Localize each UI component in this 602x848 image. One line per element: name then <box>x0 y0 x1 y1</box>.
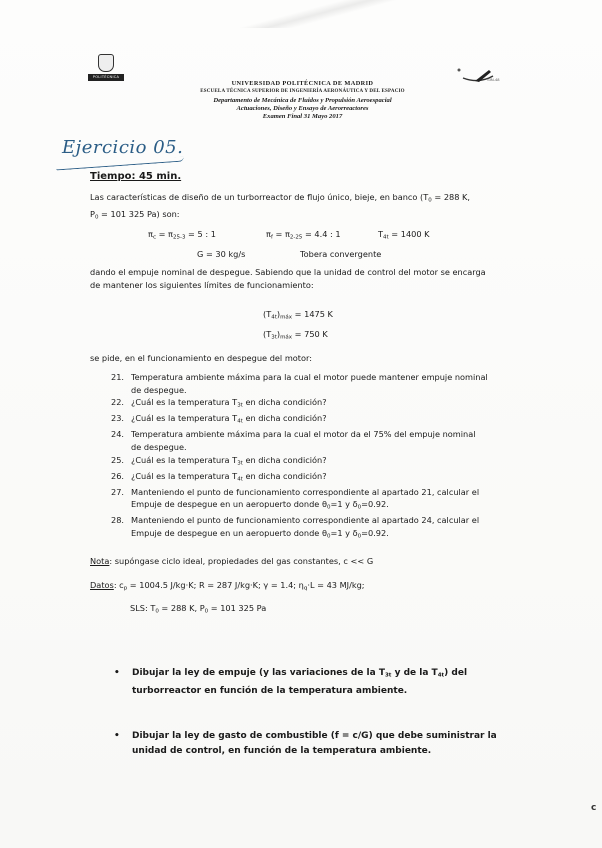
item-text-b: en dicha condición? <box>242 397 327 408</box>
sls-a: SLS: T <box>130 603 156 613</box>
intro-line-2 <box>90 208 530 225</box>
task-bullet <box>112 666 522 699</box>
item-text-c: =1 y δ <box>330 528 358 539</box>
item-text-b: Empuje de despegue en un aeropuerto donde θ <box>131 499 327 510</box>
item-text-b: en dicha condición? <box>242 470 327 481</box>
item-num: 25. <box>111 454 125 465</box>
list-item <box>111 486 516 515</box>
item-text-b: de despegue. <box>131 384 187 395</box>
bullet-dot: • <box>114 668 120 678</box>
time-label: Tiempo: 45 min. <box>90 171 182 182</box>
pi-c-sub2: 25-3 <box>172 234 186 241</box>
handwritten-text: Ejercicio 05. <box>62 137 184 158</box>
school-name: ESCUELA TÉCNICA SUPERIOR DE INGENIERÍA AERONÁUTICA Y DEL ESPACIO <box>200 89 405 95</box>
bullet-text-a: Dibujar la ley de empuje (y las variaciones de la T <box>132 668 385 678</box>
eta-b: ·L = 43 MJ/kg; <box>307 580 365 590</box>
list-item <box>111 454 516 470</box>
intro-c: P <box>90 208 95 219</box>
control-b: de mantener los siguientes límites de funcionamiento: <box>90 280 314 290</box>
item-text: ¿Cuál es la temperatura T <box>131 454 238 465</box>
edge-mark: c <box>591 803 597 813</box>
list-item <box>111 412 516 428</box>
bullet-text-d: unidad de control, en función de la temperatura ambiente. <box>132 745 432 756</box>
pi-f-sub2: 2-25 <box>289 234 303 241</box>
item-text: ¿Cuál es la temperatura T <box>131 413 238 424</box>
control-paragraph <box>90 266 530 292</box>
upm-logo <box>88 54 124 81</box>
t4t-eq <box>378 229 430 241</box>
list-item <box>111 396 516 412</box>
limit-t4t: $(T_{4t})_{máx} = 1475$ K <box>263 309 333 321</box>
note-text: : supóngase ciclo ideal, propiedades del gas constantes, c << G <box>109 556 374 566</box>
intro-a: Las características de diseño de un turborreactor de flujo único, bieje, en banco (T <box>90 192 429 202</box>
list-item <box>111 470 516 486</box>
item-sub: 3t <box>237 402 243 409</box>
pi-c-sub: c <box>152 234 156 241</box>
mass-flow: G = 30 kg/s <box>197 249 246 259</box>
sls-c: = 101 325 Pa <box>208 603 267 613</box>
bullet-dot: • <box>114 730 120 741</box>
cp-b: = 1004.5 J/kg·K; R = 287 J/kg·K; γ = 1.4; η <box>127 580 304 590</box>
pi-f-mid: = π <box>272 229 290 239</box>
sls-sub: 0 <box>155 608 159 615</box>
bullet-text-b: y de la T <box>391 668 438 678</box>
tasks <box>112 666 522 759</box>
lim1-sub: 4t <box>271 314 277 321</box>
item-sub: 0 <box>326 533 331 540</box>
crest-icon <box>98 54 114 72</box>
datos-label: Datos <box>90 580 114 590</box>
item-text: Manteniendo el punto de funcionamiento correspondiente al apartado 24, calcular el <box>131 515 480 526</box>
lim1-b: = 1475 K <box>292 309 333 319</box>
eta-sub: q <box>303 585 308 592</box>
control-a: dando el empuje nominal de despegue. Sabiendo que la unidad de control del motor se encarga <box>90 267 486 277</box>
sub-0b: 0 <box>94 214 99 220</box>
item-num: 27. <box>111 486 125 497</box>
item-num: 24. <box>111 429 125 440</box>
cp-a: : c <box>113 580 124 590</box>
pi-f: π <box>266 229 271 239</box>
t4t-sub: 4t <box>383 234 389 241</box>
sls-b: = 288 K, P <box>158 603 205 613</box>
course-name: Actuaciones, Diseño y Ensayo de Aerorreactores <box>236 104 369 112</box>
lim2-a: (T <box>263 329 272 339</box>
bullet-text-c: ) del <box>444 668 468 678</box>
item-text-b: en dicha condición? <box>242 454 327 465</box>
ask-line: se pide, en el funcionamiento en despegue del motor: <box>90 353 312 363</box>
item-text-b: en dicha condición? <box>242 413 327 424</box>
department-name: Departamento de Mecánica de Fluidos y Propulsión Aeroespacial <box>213 96 392 104</box>
item-text-c: =1 y δ <box>330 499 358 510</box>
lim2-sub2: máx <box>280 334 293 341</box>
nozzle-type: Tobera convergente <box>300 249 382 259</box>
item-sub: 4t <box>237 418 243 425</box>
university-name: UNIVERSIDAD POLITÉCNICA DE MADRID <box>231 80 374 87</box>
item-num: 21. <box>111 372 125 382</box>
item-text: Manteniendo el punto de funcionamiento correspondiente al apartado 21, calcular el <box>131 486 480 497</box>
bullet-text-d: turborreactor en función de la temperatura ambiente. <box>132 685 408 696</box>
pi-c-mid: = π <box>155 229 173 239</box>
task-bullet <box>112 729 522 759</box>
item-text-d: =0.92. <box>361 528 389 539</box>
lim2-sub: 3t <box>271 334 277 341</box>
item-sub-2: 0 <box>357 504 362 511</box>
note-label: Nota <box>90 556 110 566</box>
list-item <box>111 371 516 396</box>
t4t-val: = 1400 K <box>388 229 430 239</box>
sls-line <box>130 603 266 615</box>
item-text: Temperatura ambiente máxima para la cual el motor puede mantener empuje nominal <box>131 372 488 382</box>
lim1-a: (T <box>263 309 272 319</box>
item-sub: 0 <box>326 504 331 511</box>
list-item <box>111 514 516 543</box>
intro-b: = 288 K, <box>431 192 471 202</box>
intro-line <box>90 191 530 208</box>
intro-d: = 101 325 Pa) son: <box>98 208 180 219</box>
t4t: T <box>378 229 384 239</box>
corner-code: SIN-48 <box>487 77 500 82</box>
logo-bar-text: POLITÉCNICA <box>88 74 124 81</box>
pi-f-val: = 4.4 : 1 <box>302 229 341 239</box>
sls-sub-2: 0 <box>204 608 209 615</box>
pi-c-eq <box>148 229 216 241</box>
item-sub-2: 0 <box>357 533 362 540</box>
list-item <box>111 428 516 453</box>
item-num: 28. <box>111 515 125 526</box>
handwritten-underline <box>56 157 184 171</box>
statement-intro <box>90 191 530 224</box>
pi-c: π <box>148 229 153 239</box>
item-sub: 3t <box>237 460 243 467</box>
cp-sub: p <box>123 585 128 592</box>
item-text: Temperatura ambiente máxima para la cual el motor da el 75% del empuje nominal <box>131 429 476 440</box>
exam-header <box>160 80 445 121</box>
item-text-b: de despegue. <box>131 441 187 452</box>
pi-c-val: = 5 : 1 <box>185 229 216 239</box>
item-text: ¿Cuál es la temperatura T <box>131 397 238 408</box>
limit-t3t: $(T_{3t})_{máx} = 750$ K <box>263 329 328 341</box>
sub-0: 0 <box>428 197 432 204</box>
pi-f-sub: f <box>270 234 273 241</box>
lim2-b: = 750 K <box>292 329 328 339</box>
item-num: 23. <box>111 413 125 424</box>
handwritten-title <box>56 135 206 175</box>
lim1-sub2: máx <box>280 314 293 321</box>
data-line <box>90 580 365 592</box>
bullet-sub-1: 3t <box>384 672 392 679</box>
item-num: 26. <box>111 470 125 481</box>
item-text: ¿Cuál es la temperatura T <box>131 470 238 481</box>
pi-f-eq <box>266 229 341 241</box>
aircraft-logo-icon <box>453 64 509 90</box>
question-list <box>111 371 516 543</box>
bullet-text-a: Dibujar la ley de gasto de combustible (f = c/G) que debe suministrar la <box>132 730 497 741</box>
item-sub: 4t <box>237 476 243 483</box>
exam-date: Examen Final 31 Mayo 2017 <box>262 113 343 121</box>
item-num: 22. <box>111 397 125 408</box>
item-text-d: =0.92. <box>361 499 389 510</box>
bullet-sub-2: 4t <box>437 672 445 679</box>
note-line <box>90 556 373 566</box>
item-text-b: Empuje de despegue en un aeropuerto donde θ <box>131 528 327 539</box>
scan-smudge <box>205 0 445 28</box>
